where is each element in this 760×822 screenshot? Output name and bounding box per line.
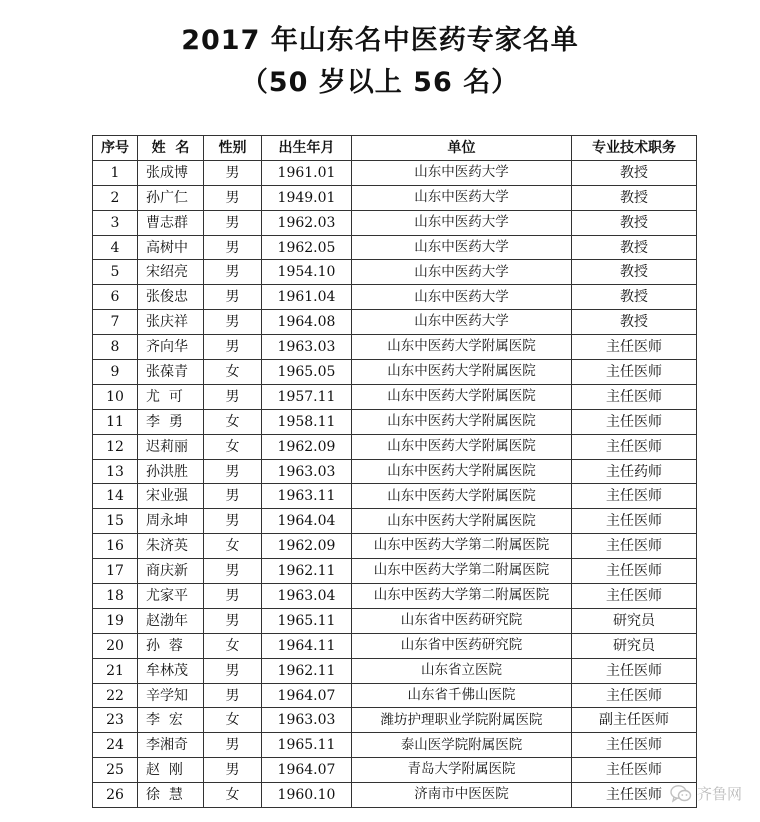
cell-gender: 男: [204, 559, 262, 584]
cell-unit: 山东中医药大学附属医院: [352, 459, 572, 484]
cell-gender: 男: [204, 459, 262, 484]
cell-name: 尤家平: [138, 584, 204, 609]
cell-title: 教授: [572, 285, 697, 310]
cell-unit: 山东中医药大学: [352, 210, 572, 235]
cell-name: 牟林茂: [138, 658, 204, 683]
cell-name: 商庆新: [138, 559, 204, 584]
cell-index: 17: [93, 559, 138, 584]
cell-gender: 女: [204, 783, 262, 808]
header-title: 专业技术职务: [572, 136, 697, 161]
cell-birth: 1961.01: [262, 160, 352, 185]
cell-unit: 山东省立医院: [352, 658, 572, 683]
table-row: [93, 235, 697, 260]
table-row: [93, 335, 697, 360]
cell-title: 主任医师: [572, 559, 697, 584]
cell-birth: 1965.05: [262, 360, 352, 385]
table-row: [93, 210, 697, 235]
cell-index: 9: [93, 360, 138, 385]
cell-name: 李 宏: [138, 708, 204, 733]
cell-index: 20: [93, 633, 138, 658]
cell-gender: 男: [204, 733, 262, 758]
cell-birth: 1963.03: [262, 459, 352, 484]
cell-unit: 山东省中医药研究院: [352, 608, 572, 633]
cell-title: 主任医师: [572, 409, 697, 434]
cell-index: 15: [93, 509, 138, 534]
cell-name: 李 勇: [138, 409, 204, 434]
cell-unit: 山东中医药大学附属医院: [352, 409, 572, 434]
cell-unit: 山东中医药大学第二附属医院: [352, 534, 572, 559]
cell-birth: 1963.04: [262, 584, 352, 609]
header-name: 姓 名: [138, 136, 204, 161]
cell-gender: 男: [204, 160, 262, 185]
cell-title: 主任医师: [572, 434, 697, 459]
cell-unit: 山东中医药大学附属医院: [352, 335, 572, 360]
cell-title: 副主任医师: [572, 708, 697, 733]
site-watermark: [670, 783, 742, 804]
expert-list-table: [92, 135, 697, 808]
cell-index: 10: [93, 384, 138, 409]
cell-birth: 1962.03: [262, 210, 352, 235]
table-row: [93, 185, 697, 210]
table-row: [93, 459, 697, 484]
cell-birth: 1964.07: [262, 683, 352, 708]
header-unit: 单位: [352, 136, 572, 161]
cell-gender: 男: [204, 185, 262, 210]
cell-unit: 山东中医药大学附属医院: [352, 484, 572, 509]
cell-unit: 山东中医药大学: [352, 185, 572, 210]
cell-name: 高树中: [138, 235, 204, 260]
cell-title: 主任医师: [572, 360, 697, 385]
watermark-text: 齐鲁网: [696, 785, 742, 803]
table-row: [93, 509, 697, 534]
cell-index: 2: [93, 185, 138, 210]
document-subtitle: （50 岁以上 56 名）: [240, 67, 520, 98]
cell-title: 研究员: [572, 633, 697, 658]
header-birth: 出生年月: [262, 136, 352, 161]
table-row: [93, 534, 697, 559]
cell-title: 主任医师: [572, 658, 697, 683]
cell-gender: 女: [204, 708, 262, 733]
cell-gender: 男: [204, 658, 262, 683]
cell-name: 张庆祥: [138, 310, 204, 335]
cell-index: 11: [93, 409, 138, 434]
cell-title: 主任医师: [572, 534, 697, 559]
cell-name: 迟莉丽: [138, 434, 204, 459]
table-row: [93, 783, 697, 808]
table-row: [93, 484, 697, 509]
cell-gender: 男: [204, 509, 262, 534]
cell-title: 主任医师: [572, 335, 697, 360]
cell-index: 23: [93, 708, 138, 733]
cell-title: 主任药师: [572, 459, 697, 484]
cell-name: 周永坤: [138, 509, 204, 534]
cell-name: 朱济英: [138, 534, 204, 559]
cell-unit: 山东中医药大学第二附属医院: [352, 584, 572, 609]
cell-unit: 山东中医药大学: [352, 235, 572, 260]
cell-unit: 山东中医药大学第二附属医院: [352, 559, 572, 584]
cell-name: 孙 蓉: [138, 633, 204, 658]
cell-unit: 山东中医药大学附属医院: [352, 360, 572, 385]
cell-birth: 1963.11: [262, 484, 352, 509]
cell-title: 主任医师: [572, 783, 697, 808]
table-row: [93, 260, 697, 285]
cell-unit: 山东中医药大学: [352, 160, 572, 185]
cell-index: 7: [93, 310, 138, 335]
wechat-icon: [670, 784, 692, 804]
cell-name: 张成博: [138, 160, 204, 185]
cell-index: 4: [93, 235, 138, 260]
cell-index: 21: [93, 658, 138, 683]
table-row: [93, 584, 697, 609]
cell-gender: 男: [204, 484, 262, 509]
table-row: [93, 310, 697, 335]
cell-index: 16: [93, 534, 138, 559]
cell-title: 教授: [572, 235, 697, 260]
cell-name: 曹志群: [138, 210, 204, 235]
cell-name: 孙洪胜: [138, 459, 204, 484]
cell-name: 李湘奇: [138, 733, 204, 758]
table-row: [93, 384, 697, 409]
cell-unit: 山东中医药大学附属医院: [352, 509, 572, 534]
cell-name: 张葆青: [138, 360, 204, 385]
table-row: [93, 733, 697, 758]
cell-title: 主任医师: [572, 733, 697, 758]
cell-title: 主任医师: [572, 683, 697, 708]
table-row: [93, 559, 697, 584]
table-body: [93, 160, 697, 807]
cell-unit: 山东中医药大学附属医院: [352, 384, 572, 409]
cell-index: 1: [93, 160, 138, 185]
cell-name: 齐向华: [138, 335, 204, 360]
cell-birth: 1965.11: [262, 608, 352, 633]
table-row: [93, 708, 697, 733]
table-row: [93, 633, 697, 658]
cell-name: 赵渤年: [138, 608, 204, 633]
cell-birth: 1963.03: [262, 335, 352, 360]
table-row: [93, 409, 697, 434]
cell-index: 3: [93, 210, 138, 235]
cell-index: 25: [93, 758, 138, 783]
cell-name: 赵 刚: [138, 758, 204, 783]
cell-unit: 青岛大学附属医院: [352, 758, 572, 783]
cell-birth: 1961.04: [262, 285, 352, 310]
cell-index: 14: [93, 484, 138, 509]
cell-title: 教授: [572, 210, 697, 235]
cell-title: 教授: [572, 310, 697, 335]
cell-title: 主任医师: [572, 758, 697, 783]
cell-title: 主任医师: [572, 484, 697, 509]
header-gender: 性别: [204, 136, 262, 161]
cell-gender: 男: [204, 335, 262, 360]
cell-name: 辛学知: [138, 683, 204, 708]
cell-gender: 男: [204, 584, 262, 609]
cell-index: 19: [93, 608, 138, 633]
cell-index: 24: [93, 733, 138, 758]
cell-birth: 1960.10: [262, 783, 352, 808]
cell-birth: 1962.11: [262, 559, 352, 584]
cell-index: 18: [93, 584, 138, 609]
cell-name: 宋绍亮: [138, 260, 204, 285]
cell-title: 教授: [572, 260, 697, 285]
cell-title: 教授: [572, 185, 697, 210]
cell-birth: 1957.11: [262, 384, 352, 409]
cell-title: 研究员: [572, 608, 697, 633]
cell-birth: 1954.10: [262, 260, 352, 285]
cell-gender: 女: [204, 633, 262, 658]
cell-gender: 男: [204, 260, 262, 285]
cell-unit: 潍坊护理职业学院附属医院: [352, 708, 572, 733]
cell-title: 主任医师: [572, 509, 697, 534]
cell-unit: 泰山医学院附属医院: [352, 733, 572, 758]
header-index: 序号: [93, 136, 138, 161]
cell-gender: 女: [204, 534, 262, 559]
cell-gender: 男: [204, 285, 262, 310]
cell-gender: 女: [204, 434, 262, 459]
cell-index: 12: [93, 434, 138, 459]
cell-gender: 男: [204, 683, 262, 708]
cell-unit: 山东省千佛山医院: [352, 683, 572, 708]
cell-birth: 1962.05: [262, 235, 352, 260]
cell-index: 26: [93, 783, 138, 808]
cell-gender: 男: [204, 608, 262, 633]
cell-gender: 男: [204, 758, 262, 783]
cell-index: 8: [93, 335, 138, 360]
cell-birth: 1965.11: [262, 733, 352, 758]
cell-index: 22: [93, 683, 138, 708]
cell-unit: 山东中医药大学: [352, 260, 572, 285]
cell-birth: 1962.09: [262, 534, 352, 559]
cell-birth: 1964.07: [262, 758, 352, 783]
cell-title: 主任医师: [572, 384, 697, 409]
cell-gender: 男: [204, 235, 262, 260]
cell-index: 13: [93, 459, 138, 484]
cell-birth: 1964.08: [262, 310, 352, 335]
cell-gender: 男: [204, 210, 262, 235]
cell-gender: 女: [204, 409, 262, 434]
cell-name: 徐 慧: [138, 783, 204, 808]
cell-birth: 1964.04: [262, 509, 352, 534]
table-row: [93, 434, 697, 459]
cell-unit: 山东省中医药研究院: [352, 633, 572, 658]
cell-gender: 女: [204, 360, 262, 385]
table-row: [93, 758, 697, 783]
cell-name: 宋业强: [138, 484, 204, 509]
cell-name: 孙广仁: [138, 185, 204, 210]
cell-index: 6: [93, 285, 138, 310]
cell-index: 5: [93, 260, 138, 285]
cell-birth: 1958.11: [262, 409, 352, 434]
cell-unit: 山东中医药大学附属医院: [352, 434, 572, 459]
cell-unit: 济南市中医医院: [352, 783, 572, 808]
cell-gender: 男: [204, 310, 262, 335]
table-header-row: [93, 136, 697, 161]
cell-unit: 山东中医药大学: [352, 285, 572, 310]
cell-unit: 山东中医药大学: [352, 310, 572, 335]
cell-birth: 1963.03: [262, 708, 352, 733]
cell-birth: 1949.01: [262, 185, 352, 210]
table-row: [93, 658, 697, 683]
table-row: [93, 608, 697, 633]
cell-gender: 男: [204, 384, 262, 409]
table-row: [93, 285, 697, 310]
document-title: 2017 年山东名中医药专家名单: [181, 25, 579, 56]
cell-name: 尤 可: [138, 384, 204, 409]
cell-birth: 1964.11: [262, 633, 352, 658]
table-row: [93, 160, 697, 185]
cell-birth: 1962.09: [262, 434, 352, 459]
cell-title: 主任医师: [572, 584, 697, 609]
cell-birth: 1962.11: [262, 658, 352, 683]
table-row: [93, 360, 697, 385]
cell-name: 张俊忠: [138, 285, 204, 310]
table-row: [93, 683, 697, 708]
cell-title: 教授: [572, 160, 697, 185]
